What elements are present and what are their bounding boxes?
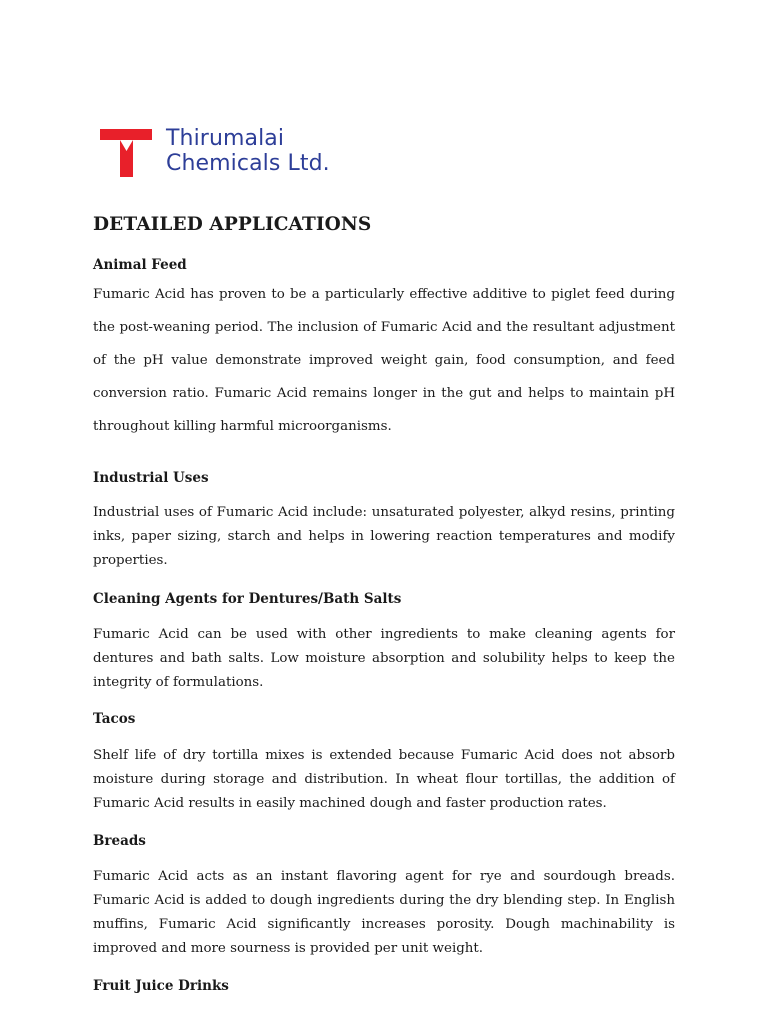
logo-wordmark: [166, 126, 330, 176]
document-body: [93, 212, 675, 995]
section-heading-tacos: Tacos: [93, 711, 136, 727]
logo-line-2: Chemicals Ltd.: [166, 151, 330, 176]
section-heading-breads: Breads: [93, 833, 146, 849]
section-heading-industrial-uses: Industrial Uses: [93, 470, 209, 486]
logo-line-1: Thirumalai: [166, 126, 285, 151]
section-body-tacos: Shelf life of dry tortilla mixes is extended because Fumaric Acid does not absorb moisture during storage and distribution. In wheat flour tortillas, the addition of Fumaric Acid results in easily machined dough and faster production rates.: [93, 748, 675, 811]
section-body-animal-feed: Fumaric Acid has proven to be a particularly effective additive to piglet feed during the post-weaning period. The inclusion of Fumaric Acid and the resultant adjustment of the pH value demonstrate improved weight gain, food consumption, and feed conversion ratio. Fumaric Acid remains longer in the gut and helps to maintain pH throughout killing harmful microorganisms.: [93, 287, 675, 434]
section-heading-fruit-juice-drinks: Fruit Juice Drinks: [93, 978, 229, 994]
company-logo: [100, 126, 340, 178]
section-body-breads: Fumaric Acid acts as an instant flavoring agent for rye and sourdough breads. Fumaric Acid is added to dough ingredients during the dry blending step. In English muffins, Fumaric Acid significantly increases porosity. Dough machinability is improved and more sourness is provided per unit weight.: [93, 869, 675, 956]
section-heading-cleaning-agents: Cleaning Agents for Dentures/Bath Salts: [93, 591, 402, 607]
document-title: DETAILED APPLICATIONS: [93, 214, 372, 235]
t-logo-icon: [100, 129, 152, 177]
section-heading-animal-feed: Animal Feed: [93, 257, 187, 273]
section-body-cleaning-agents: Fumaric Acid can be used with other ingredients to make cleaning agents for dentures and bath salts. Low moisture absorption and solubility helps to keep the integrity of formulations.: [93, 627, 675, 690]
section-body-industrial-uses: Industrial uses of Fumaric Acid include: unsaturated polyester, alkyd resins, printing inks, paper sizing, starch and helps in lowering reaction temperatures and modify properties.: [93, 505, 675, 568]
